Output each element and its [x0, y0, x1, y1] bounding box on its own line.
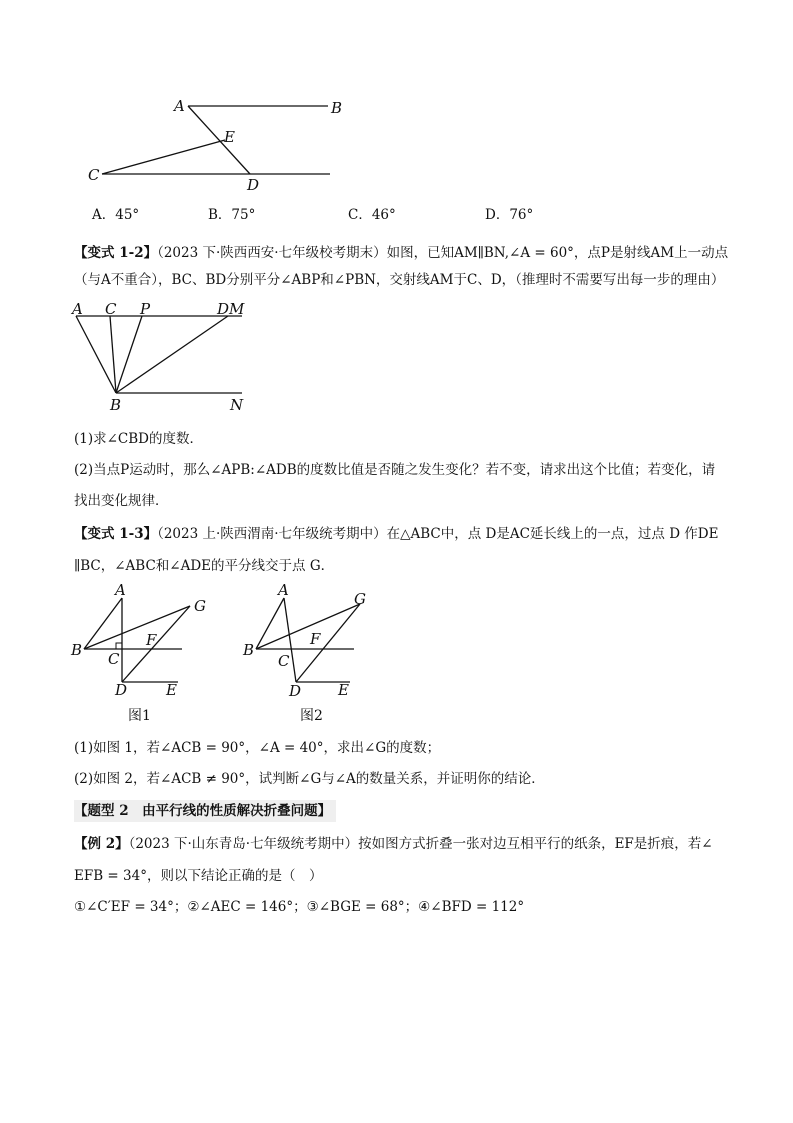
figure-caption-1: 图1: [128, 708, 151, 724]
label-e: E: [338, 681, 349, 699]
variant-1-3-line1: [74, 524, 718, 544]
choice-c-value: 46°: [371, 207, 396, 223]
choice-c: [348, 205, 396, 225]
figure-triangle-case-1: [70, 582, 220, 702]
label-c: C: [108, 650, 120, 668]
choice-d: [485, 205, 533, 225]
choice-d-letter: D．: [485, 207, 510, 223]
choice-a: [92, 205, 139, 225]
label-c: C: [278, 652, 290, 670]
label-n: N: [230, 396, 244, 414]
figure-caption-2: 图2: [300, 708, 323, 724]
label-d: D: [115, 681, 128, 699]
variant-1-3-question-2: (2)如图 2，若∠ACB ≠ 90°，试判断∠G与∠A的数量关系，并证明你的结论．: [74, 771, 545, 787]
choice-a-letter: A．: [92, 207, 116, 223]
segment-ab: [76, 316, 116, 393]
label-d: D: [247, 176, 260, 194]
variant-1-2-question-2a: (2)当点P运动时，那么∠APB:∠ADB的度数比值是否随之发生变化？若不变，请求出这个比值；若变化，请: [74, 462, 716, 478]
variant-1-3-tag: 【变式 1-3】: [74, 526, 158, 542]
label-f: F: [146, 631, 157, 649]
label-a: A: [174, 97, 185, 115]
example-2-line1: [74, 834, 713, 854]
variant-1-2-text1: （2023 下·陕西西安·七年级校考期末）如图，已知AM∥BN,∠A = 60°，点P是射线AM上一动点: [157, 245, 729, 261]
figure-triangle-case-2: [242, 582, 392, 702]
label-b: B: [243, 641, 255, 659]
figure-parallel-lines-abcde: [80, 92, 350, 197]
label-g: G: [194, 597, 206, 615]
label-f: F: [310, 630, 321, 648]
variant-1-2-question-2b: 找出变化规律．: [74, 493, 169, 509]
right-angle-mark: [116, 643, 122, 649]
variant-1-3-text1: （2023 上·陕西渭南·七年级统考期中）在△ABC中，点 D是AC延长线上的一点，过点 D 作DE: [157, 526, 719, 542]
variant-1-2-question-1: (1)求∠CBD的度数．: [74, 431, 204, 447]
label-a: A: [278, 581, 289, 599]
variant-1-2-line1: [74, 243, 728, 263]
variant-1-3-question-1: (1)如图 1，若∠ACB = 90°，∠A = 40°，求出∠G的度数；: [74, 740, 441, 756]
segment-bd: [116, 316, 228, 393]
label-c: C: [105, 300, 117, 318]
choice-b-value: 75°: [231, 207, 256, 223]
choice-b: [208, 205, 255, 225]
segment-bp: [116, 316, 142, 393]
line-bg: [256, 604, 360, 649]
label-b: B: [71, 641, 83, 659]
label-a: A: [115, 581, 126, 599]
section-heading: 【题型 2 由平行线的性质解决折叠问题】: [74, 803, 332, 819]
line-dg: [296, 604, 360, 682]
variant-1-2-line2: （与A不重合），BC、BD分别平分∠ABP和∠PBN，交射线AM于C、D，（推理时不需要写出每一步的理由）: [74, 272, 725, 288]
label-c: C: [88, 166, 100, 184]
example-2-line2: EFB = 34°，则以下结论正确的是（ ）: [74, 868, 323, 884]
choice-d-value: 76°: [509, 207, 534, 223]
segment-bc: [110, 316, 116, 393]
choice-b-letter: B．: [208, 207, 232, 223]
segment-ce: [102, 140, 225, 174]
label-p: P: [140, 300, 151, 318]
example-2-options: ①∠C′EF = 34°；②∠AEC = 146°；③∠BGE = 68°；④∠BFD = 112°: [74, 899, 525, 915]
label-e: E: [166, 681, 177, 699]
label-g: G: [354, 590, 366, 608]
example-2-text1: （2023 下·山东青岛·七年级统考期中）按如图方式折叠一张对边互相平行的纸条，EF是折痕，若∠: [128, 836, 713, 852]
label-dm: DM: [217, 300, 245, 318]
label-e: E: [224, 128, 235, 146]
example-2-tag: 【例 2】: [74, 836, 129, 852]
label-b: B: [331, 99, 343, 117]
variant-1-2-tag: 【变式 1-2】: [74, 245, 158, 261]
figure-rays-am-bn: [70, 298, 260, 413]
choice-a-value: 45°: [115, 207, 140, 223]
variant-1-3-line2: ∥BC，∠ABC和∠ADE的平分线交于点 G．: [74, 558, 335, 574]
label-d: D: [289, 682, 302, 700]
side-ab: [256, 598, 284, 649]
label-a: A: [72, 300, 83, 318]
label-b: B: [110, 396, 122, 414]
segment-ad: [188, 106, 250, 174]
choice-c-letter: C．: [348, 207, 372, 223]
